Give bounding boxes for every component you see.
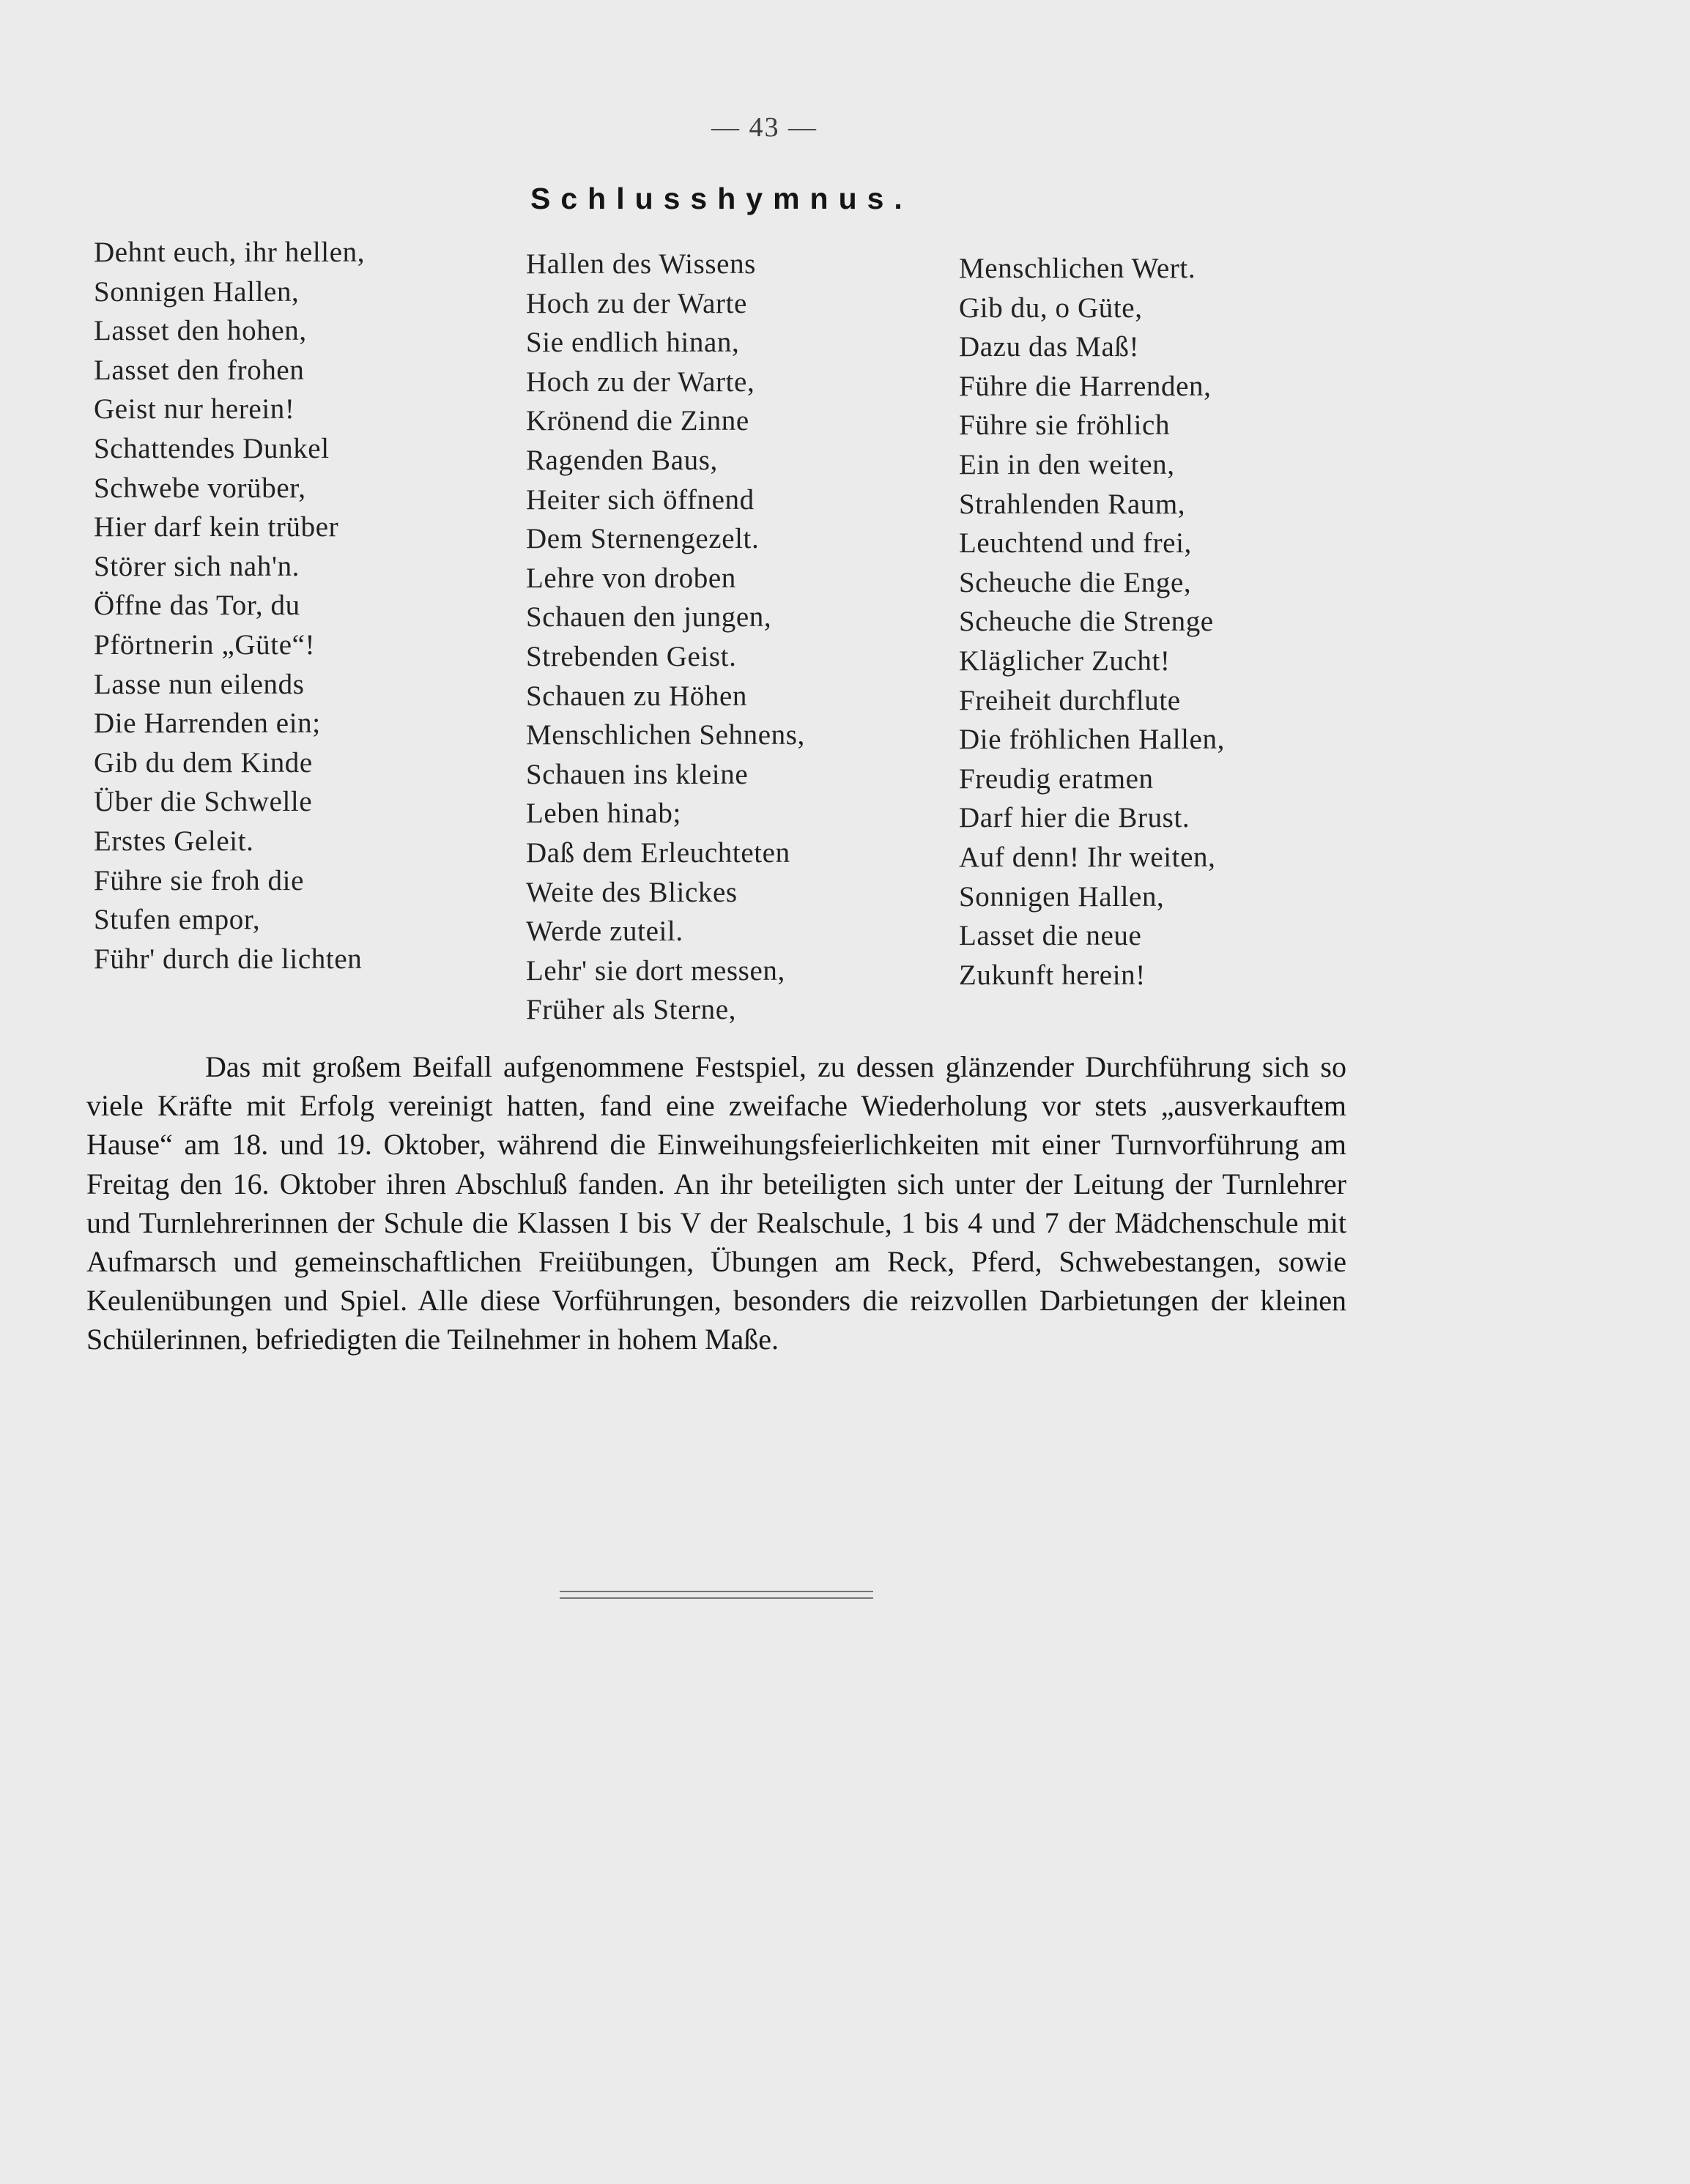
- poem-line: Kläglicher Zucht!: [959, 645, 1171, 677]
- prose-paragraph: Das mit großem Beifall aufgenommene Festspiel, zu dessen glänzender Durchführung sich so viele Kräfte mit Erfolg vereinigt hatten, fand eine zweifache Wiederholung vor stets „ausverkauftem Hause“ am 18. und 19. Oktober, während die Einweihungsfeierlichkeiten mit einer Turnvorführung am Freitag den 16. Oktober ihren Abschluß fanden. An ihr beteiligten sich unter der Leitung der Turnlehrer und Turnlehrerinnen der Schule die Klassen I bis V der Realschule, 1 bis 4 und 7 der Mädchenschule mit Aufmarsch und gemeinschaftlichen Freiübungen, Übungen am Reck, Pferd, Schwebestangen, sowie Keulenübungen und Spiel. Alle diese Vorführungen, besonders die reizvollen Darbietungen der kleinen Schülerinnen, befriedigten die Teilnehmer in hohem Maße.: [86, 1050, 1346, 1356]
- poem-line: Erstes Geleit.: [94, 825, 254, 857]
- poem-line: Daß dem Erleuchteten: [526, 836, 790, 869]
- poem-line: Dazu das Maß!: [959, 331, 1140, 363]
- closing-double-rule: [560, 1591, 873, 1599]
- poem-line: Störer sich nah'n.: [94, 550, 300, 582]
- poem-line: Hoch zu der Warte: [526, 287, 747, 319]
- poem-line: Sonnigen Hallen,: [94, 275, 300, 308]
- poem-line: Menschlichen Sehnens,: [526, 719, 805, 751]
- poem-line: Führ' durch die lichten: [94, 943, 363, 975]
- poem-line: Scheuche die Strenge: [959, 606, 1214, 638]
- poem-line: Früher als Sterne,: [526, 994, 736, 1026]
- poem-line: Lehr' sie dort messen,: [526, 954, 785, 987]
- poem-line: Stufen empor,: [94, 904, 261, 936]
- poem-line: Leuchtend und frei,: [959, 527, 1192, 560]
- poem-line: Dehnt euch, ihr hellen,: [94, 237, 366, 268]
- poem-line: Die Harrenden ein;: [94, 707, 321, 740]
- poem-line: Menschlichen Wert.: [959, 253, 1196, 284]
- poem-line: Freudig eratmen: [959, 762, 1154, 795]
- poem-line: Schwebe vorüber,: [94, 472, 306, 504]
- poem-line: Zukunft herein!: [959, 959, 1146, 991]
- poem-line: Werde zuteil.: [526, 915, 683, 948]
- poem-line: Schattendes Dunkel: [94, 432, 330, 464]
- poem-line: Schauen ins kleine: [526, 758, 749, 790]
- poem-column-1: [94, 233, 365, 978]
- poem-line: Krönend die Zinne: [526, 405, 749, 437]
- poem-line: Lasset die neue: [959, 920, 1142, 952]
- poem-line: Geist nur herein!: [94, 393, 295, 426]
- poem-line: Hoch zu der Warte,: [526, 365, 755, 398]
- poem-line: Schauen zu Höhen: [526, 680, 748, 712]
- page-number: — 43 —: [711, 112, 818, 143]
- poem-line: Strebenden Geist.: [526, 640, 737, 672]
- poem-column-2: [526, 245, 805, 1030]
- poem-line: Darf hier die Brust.: [959, 802, 1190, 834]
- poem-line: Heiter sich öffnend: [526, 483, 755, 516]
- poem-line: Lehre von droben: [526, 562, 736, 594]
- poem-line: Die fröhlichen Hallen,: [959, 724, 1225, 756]
- poem-line: Freiheit durchflute: [959, 684, 1181, 716]
- prose-section: [86, 1047, 1346, 1359]
- page-title: Schlusshymnus.: [530, 182, 913, 215]
- poem-line: Pförtnerin „Güte“!: [94, 628, 316, 661]
- poem-line: Führe die Harrenden,: [959, 370, 1212, 402]
- poem-line: Ragenden Baus,: [526, 444, 718, 476]
- poem-line: Ein in den weiten,: [959, 448, 1175, 480]
- poem-line: Führe sie fröhlich: [959, 409, 1171, 442]
- poem-line: Lasse nun eilends: [94, 668, 305, 700]
- poem-line: Sonnigen Hallen,: [959, 880, 1165, 913]
- poem-line: Gib du dem Kinde: [94, 746, 313, 779]
- poem-line: Lasset den hohen,: [94, 315, 307, 347]
- poem-column-3: [959, 249, 1225, 995]
- poem-line: Weite des Blickes: [526, 876, 738, 908]
- poem-line: Leben hinab;: [526, 798, 681, 830]
- poem-line: Lasset den frohen: [94, 354, 305, 386]
- poem-line: Hier darf kein trüber: [94, 511, 339, 543]
- poem-line: Auf denn! Ihr weiten,: [959, 841, 1216, 873]
- poem-line: Über die Schwelle: [94, 786, 313, 818]
- poem-line: Dem Sternengezelt.: [526, 523, 760, 555]
- poem-line: Strahlenden Raum,: [959, 488, 1186, 520]
- poem-line: Schauen den jungen,: [526, 601, 772, 634]
- poem-line: Scheuche die Enge,: [959, 566, 1192, 598]
- poem-line: Sie endlich hinan,: [526, 327, 740, 359]
- poem-line: Hallen des Wissens: [526, 248, 756, 280]
- poem-line: Gib du, o Güte,: [959, 291, 1143, 324]
- poem-line: Öffne das Tor, du: [94, 590, 300, 622]
- poem-line: Führe sie froh die: [94, 864, 304, 896]
